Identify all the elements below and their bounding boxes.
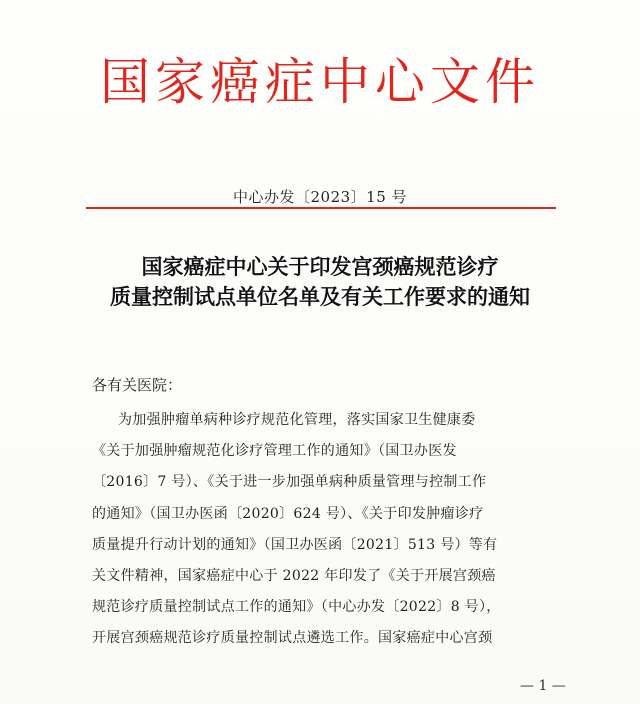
- body-line: 开展宫颈癌规范诊疗质量控制试点遴选工作。国家癌症中心宫颈: [92, 630, 493, 647]
- document-header-title: 国家癌症中心文件: [100, 54, 540, 110]
- page-number: — 1 —: [520, 678, 566, 694]
- notice-title-line-1: 国家癌症中心关于印发宫颈癌规范诊疗: [141, 254, 499, 279]
- notice-title: [0, 252, 640, 312]
- red-divider-line: [86, 207, 556, 209]
- body-line: 《关于加强肿瘤规范化诊疗管理工作的通知》（国卫办医发: [92, 443, 457, 460]
- body-line: 关文件精神，国家癌症中心于 2022 年印发了《关于开展宫颈癌: [92, 567, 496, 584]
- document-number: 中心办发〔2023〕15 号: [232, 188, 408, 206]
- body-line: 为加强肿瘤单病种诊疗规范化管理，落实国家卫生健康委: [118, 412, 476, 428]
- body-line: 规范诊疗质量控制试点工作的通知》（中心办发〔2022〕8 号），: [92, 599, 501, 616]
- body-line: 的通知》（国卫办医函〔2020〕624 号）、《关于印发肿瘤诊疗: [92, 505, 484, 522]
- body-line: 〔2016〕7 号）、《关于进一步加强单病种质量管理与控制工作: [92, 474, 487, 491]
- body-line: 质量提升行动计划的通知》（国卫办医函〔2021〕513 号）等有: [92, 536, 498, 553]
- body-text: [92, 405, 582, 655]
- recipient-salutation: 各有关医院：: [92, 376, 183, 394]
- notice-title-line-2: 质量控制试点单位名单及有关工作要求的通知: [110, 284, 530, 309]
